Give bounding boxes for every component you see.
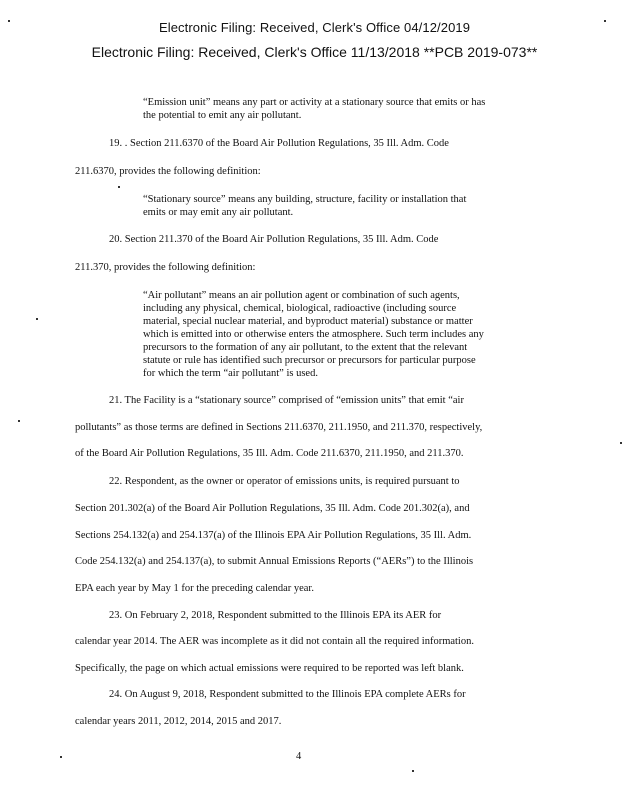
quote-stationary-source [143, 193, 466, 219]
scan-speck [620, 442, 622, 444]
quote-line: “Emission unit” means any part or activity at a stationary source that emits or has [143, 97, 486, 108]
para-19-continuation: 211.6370, provides the following definition: [75, 166, 261, 177]
scan-speck [36, 318, 38, 320]
quote-line: which is emitted into or otherwise enters the atmosphere. Such term includes any [143, 329, 484, 340]
para-20-first-line: 20. Section 211.370 of the Board Air Pollution Regulations, 35 Ill. Adm. Code [109, 234, 439, 245]
para-22-line: EPA each year by May 1 for the preceding calendar year. [75, 583, 314, 594]
quote-line: “Stationary source” means any building, structure, facility or installation that [143, 194, 467, 205]
scan-speck [412, 770, 414, 772]
para-22-line: Section 201.302(a) of the Board Air Pollution Regulations, 35 Ill. Adm. Code 201.302(a), and [75, 503, 470, 514]
para-22-line: 22. Respondent, as the owner or operator of emissions units, is required pursuant to [109, 476, 460, 487]
para-22-line: Sections 254.132(a) and 254.137(a) of the Illinois EPA Air Pollution Regulations, 35 Ill. Adm. [75, 530, 472, 541]
quote-line: “Air pollutant” means an air pollution agent or combination of such agents, [143, 290, 460, 301]
page-number: 4 [296, 751, 302, 762]
quote-line: for which the term “air pollutant” is used. [143, 368, 318, 379]
para-23-line: 23. On February 2, 2018, Respondent submitted to the Illinois EPA its AER for [109, 610, 442, 621]
quote-line: statute or rule has identified such precursor or precursors for particular purpose [143, 355, 476, 366]
para-21-line: pollutants” as those terms are defined in Sections 211.6370, 211.1950, and 211.370, respectively, [75, 422, 483, 433]
quote-emission-unit [143, 96, 485, 122]
para-21-line: 21. The Facility is a “stationary source” comprised of “emission units” that emit “air [109, 395, 464, 406]
scan-speck [60, 756, 62, 758]
para-24-line: calendar years 2011, 2012, 2014, 2015 and 2017. [75, 716, 282, 727]
para-20-continuation: 211.370, provides the following definition: [75, 262, 256, 273]
quote-line: the potential to emit any air pollutant. [143, 110, 302, 121]
para-23-line: calendar year 2014. The AER was incomplete as it did not contain all the required information. [75, 636, 474, 647]
quote-air-pollutant [143, 289, 484, 380]
scan-speck [604, 20, 606, 22]
quote-line: precursors to the formation of any air pollutant, to the extent that the relevant [143, 342, 468, 353]
para-22-line: Code 254.132(a) and 254.137(a), to submit Annual Emissions Reports (“AERs”) to the Illinois [75, 556, 474, 567]
scan-speck [8, 20, 10, 22]
quote-line: material, special nuclear material, and byproduct material) substance or matter [143, 316, 473, 327]
quote-line: emits or may emit any air pollutant. [143, 207, 294, 218]
para-21-line: of the Board Air Pollution Regulations, 35 Ill. Adm. Code 211.6370, 211.1950, and 211.370. [75, 448, 464, 459]
para-19-first-line: 19. . Section 211.6370 of the Board Air Pollution Regulations, 35 Ill. Adm. Code [109, 138, 449, 149]
scan-speck [118, 186, 120, 188]
para-24-line: 24. On August 9, 2018, Respondent submitted to the Illinois EPA complete AERs for [109, 689, 466, 700]
para-23-line: Specifically, the page on which actual emissions were required to be reported was left blank. [75, 663, 464, 674]
filing-stamp-top: Electronic Filing: Received, Clerk's Office 04/12/2019 [158, 20, 471, 35]
quote-line: including any physical, chemical, biological, radioactive (including source [143, 303, 457, 314]
scan-speck [18, 420, 20, 422]
filing-stamp-main: Electronic Filing: Received, Clerk's Office 11/13/2018 **PCB 2019-073** [91, 44, 538, 60]
